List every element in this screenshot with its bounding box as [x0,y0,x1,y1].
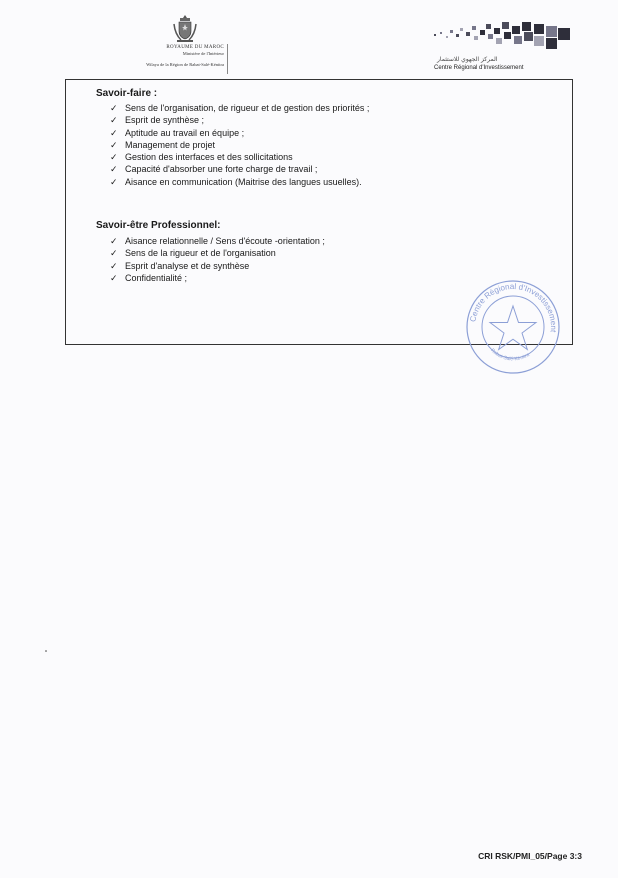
list-item-text: Aisance relationnelle / Sens d'écoute -orientation ; [125,236,325,246]
checkmark-icon: ✓ [110,103,118,113]
checkmark-icon: ✓ [110,127,118,138]
checkmark-icon: ✓ [110,236,118,246]
stamp-ring-text: Centre Régional d'Investissement [468,281,559,333]
logo-square [546,38,557,49]
list-item-text: Esprit de synthèse ; [125,115,205,126]
cri-arabic-name: المركز الجهوي للاستثمار [437,56,498,63]
svg-text:Rabat-Salé-Kénitra [489,348,531,363]
list-item-text: Aptitude au travail en équipe ; [125,127,245,138]
list-item [110,247,325,259]
logo-square [558,28,570,40]
logo-square [488,34,493,39]
cri-name: Centre Régional d'Investissement [434,65,524,71]
logo-square [474,36,478,40]
logo-square [496,38,502,44]
list-item-text: Management de projet [125,139,216,150]
checkmark-icon: ✓ [110,260,118,271]
checkmark-icon: ✓ [110,152,118,163]
logo-square [494,28,500,34]
logo-square [504,32,511,39]
list-item-text: Gestion des interfaces et des sollicitations [125,152,293,163]
savoir-etre-title: Savoir-être Professionnel: [96,220,221,231]
logo-square [472,26,476,30]
list-item-text: Capacité d'absorber une forte charge de travail ; [125,164,318,175]
logo-square [450,30,453,33]
list-item [110,272,325,284]
logo-square [466,32,470,36]
list-item [110,114,369,126]
list-item-text: Esprit d'analyse et de synthèse [125,260,250,271]
checkmark-icon: ✓ [110,164,118,175]
list-item [110,151,369,163]
logo-square [486,24,491,29]
list-item [110,127,369,139]
list-item-text: Sens de la rigueur et de l'organisation [125,248,276,259]
scan-speck [45,650,47,652]
checkmark-icon: ✓ [110,272,118,283]
list-item-text: Confidentialité ; [125,272,188,283]
cri-logo-icon [434,20,574,50]
logo-square [524,32,533,41]
logo-square [434,34,436,36]
logo-square [522,22,531,31]
official-stamp [462,276,564,378]
checkmark-icon: ✓ [110,115,118,126]
logo-square [502,22,509,29]
list-item [110,139,369,151]
ministry-label: Ministère de l'Intérieur [182,51,224,56]
list-item [110,176,369,188]
logo-square [446,36,448,38]
logo-square [460,28,463,31]
checkmark-icon: ✓ [110,248,118,259]
list-item [110,235,325,247]
list-item-text: Sens de l'organisation, de rigueur et de gestion des priorités ; [125,103,370,113]
savoir-etre-list [110,235,325,284]
header-divider [227,44,228,74]
checkmark-icon: ✓ [110,176,118,187]
list-item-text: Aisance en communication (Maitrise des langues usuelles). [125,176,362,187]
list-item [110,163,369,175]
savoir-faire-title: Savoir-faire : [96,88,158,99]
logo-square [534,36,544,46]
list-item [110,260,325,272]
cri-header [434,20,574,80]
logo-square [512,26,520,34]
logo-square [546,26,557,37]
list-item [110,102,369,114]
ministry-header [64,14,224,74]
page-footer: CRI RSK/PMI_05/Page 3:3 [478,851,582,861]
wilaya-label: Wilaya de la Région de Rabat-Salé-Kénitra [146,62,224,67]
stamp-inner-text: Rabat-Salé-Kénitra [489,347,531,363]
checkmark-icon: ✓ [110,139,118,150]
coat-of-arms-icon [172,14,198,44]
savoir-faire-list [110,102,369,188]
logo-square [514,36,522,44]
logo-square [440,32,442,34]
kingdom-label: ROYAUME DU MAROC [166,45,224,50]
logo-square [480,30,485,35]
logo-square [456,34,459,37]
logo-square [534,24,544,34]
